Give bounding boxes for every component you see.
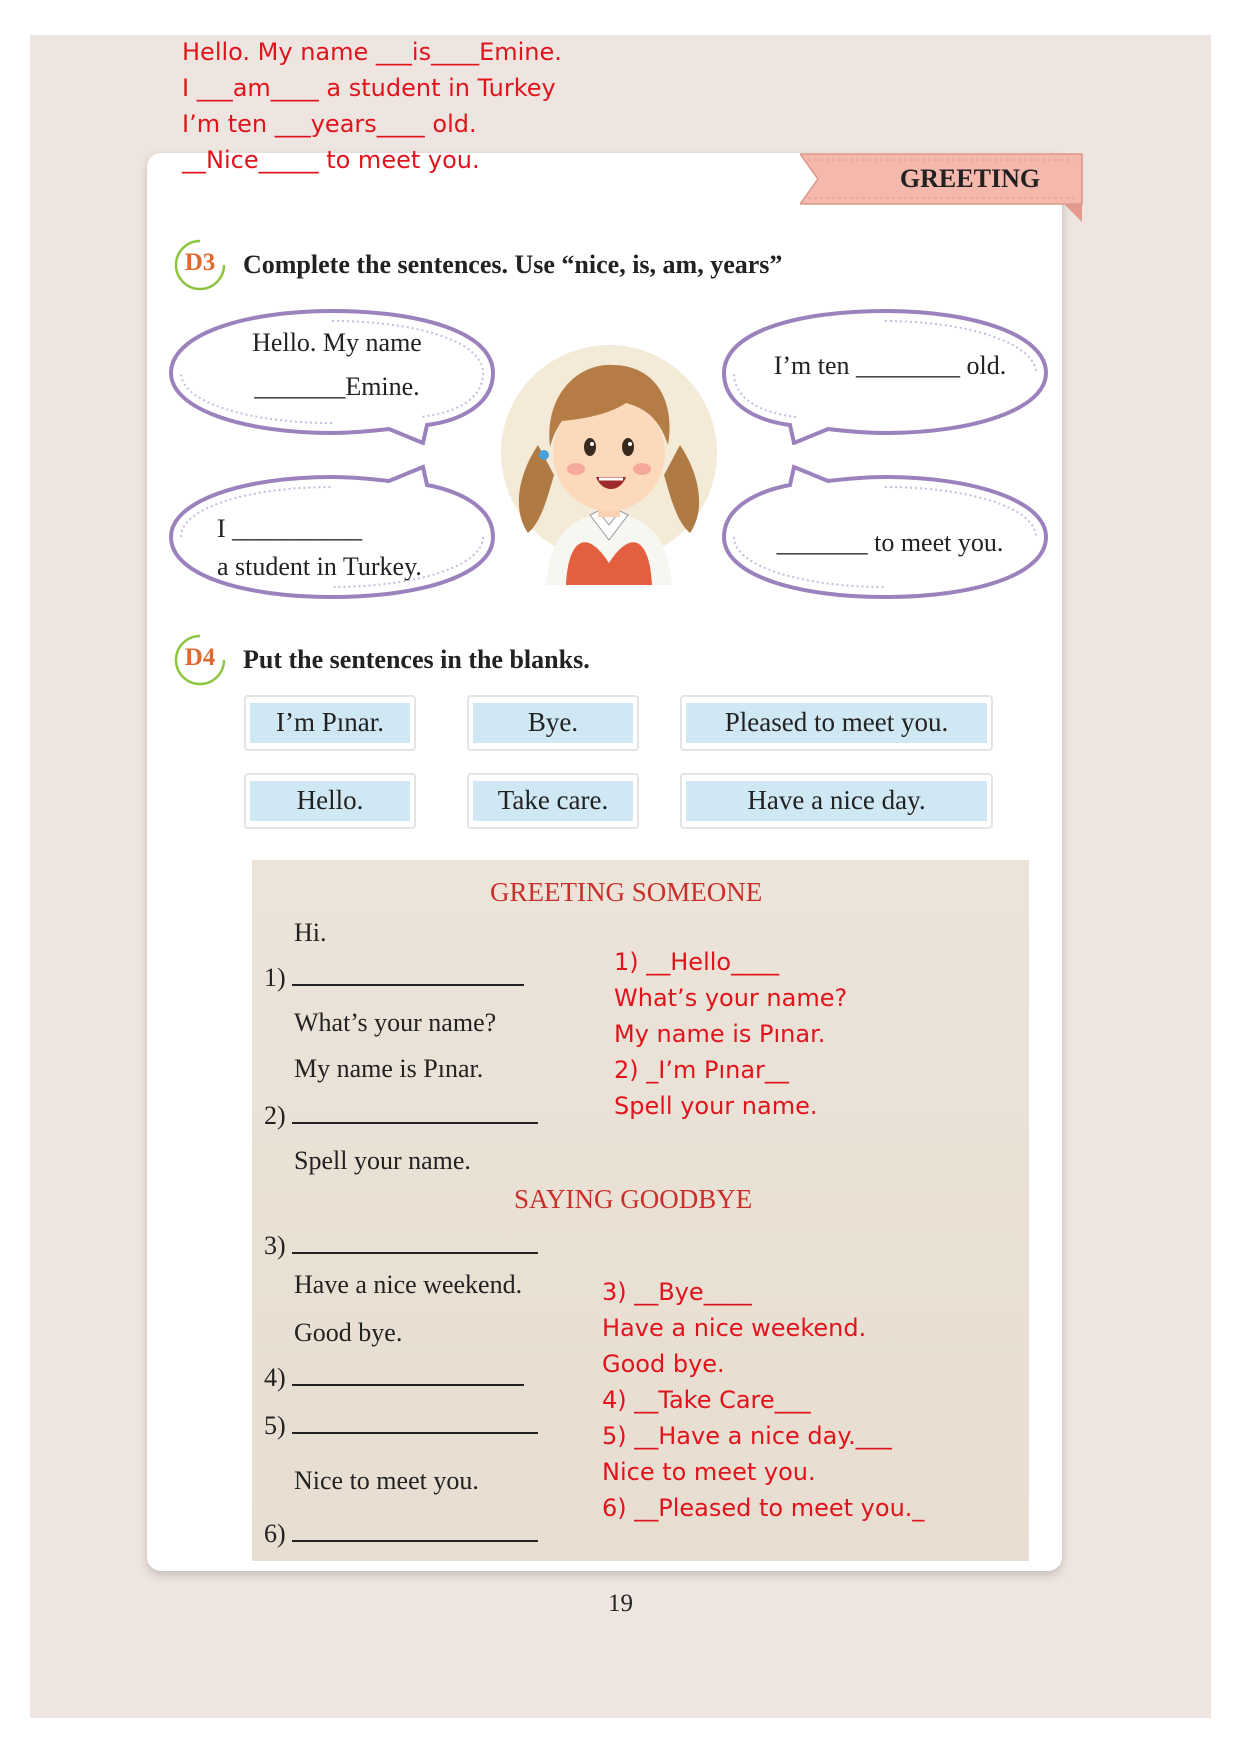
- speech-bubble-3: [167, 463, 497, 603]
- answer-line: 4) __Take Care___: [602, 1386, 811, 1414]
- dialog-line: Spell your name.: [294, 1146, 471, 1175]
- answer-line: 3) __Bye____: [602, 1278, 752, 1306]
- d3-instruction: Complete the sentences. Use “nice, is, am, years”: [243, 250, 783, 279]
- option-chip: [680, 773, 993, 829]
- line-number: 1): [264, 963, 286, 992]
- answer-line: Have a nice weekend.: [602, 1314, 867, 1342]
- page-number: 19: [608, 1590, 633, 1617]
- line-number: 3): [264, 1231, 286, 1260]
- answer-blank[interactable]: [292, 1362, 524, 1386]
- line-number: 5): [264, 1411, 286, 1440]
- answer-line: My name is Pınar.: [614, 1020, 826, 1048]
- option-label: Pleased to meet you.: [724, 707, 949, 737]
- bubble-text: _______Emine.: [254, 372, 420, 401]
- answer-line: 5) __Have a nice day.___: [602, 1422, 892, 1450]
- dialog-line: [264, 1518, 538, 1549]
- answer-line: 1) __Hello____: [614, 948, 780, 976]
- option-label: Have a nice day.: [747, 785, 926, 815]
- answer-line: 2) _I’m Pınar__: [614, 1056, 789, 1084]
- answer-line: 6) __Pleased to meet you._: [602, 1494, 925, 1522]
- bubble-text: Hello. My name: [252, 328, 422, 357]
- answer-line: Spell your name.: [614, 1092, 818, 1120]
- option-label: Bye.: [527, 707, 579, 737]
- line-number: 6): [264, 1519, 286, 1548]
- top-answer-line: I ___am____ a student in Turkey: [182, 74, 556, 102]
- option-label: Hello.: [296, 785, 364, 815]
- answer-blank[interactable]: [292, 1410, 538, 1434]
- dialog-line: [264, 1230, 538, 1261]
- speech-bubble-4: [720, 463, 1050, 603]
- answer-blank[interactable]: [292, 962, 524, 986]
- top-answer-line: I’m ten ___years____ old.: [182, 110, 477, 138]
- handwritten-answers-goodbye: [602, 1274, 924, 1526]
- speech-bubble-2: [720, 305, 1050, 445]
- dialog-line: [264, 962, 524, 993]
- option-chip: [244, 695, 416, 751]
- dialog-line: [264, 1100, 538, 1131]
- option-chip: [244, 773, 416, 829]
- dialog-line: What’s your name?: [294, 1008, 497, 1037]
- badge-label: D3: [184, 249, 216, 276]
- badge-label: D4: [184, 644, 216, 671]
- dialog-line: Have a nice weekend.: [294, 1270, 523, 1299]
- option-label: I’m Pınar.: [276, 707, 384, 737]
- top-answers: [182, 34, 562, 178]
- dialog-line: [264, 1362, 524, 1393]
- answer-blank[interactable]: [292, 1100, 538, 1124]
- line-number: 2): [264, 1101, 286, 1130]
- bubble-text: a student in Turkey.: [217, 552, 422, 581]
- exercise-badge-d4: [173, 633, 227, 687]
- speech-bubble-1: [167, 305, 497, 445]
- dialog-line: [264, 1410, 538, 1441]
- option-label: Take care.: [497, 785, 609, 815]
- heading-saying-goodbye: SAYING GOODBYE: [514, 1184, 753, 1214]
- answer-blank[interactable]: [292, 1518, 538, 1542]
- option-chip: [680, 695, 993, 751]
- bubble-text: I __________: [217, 514, 363, 543]
- d4-instruction: Put the sentences in the blanks.: [243, 645, 590, 674]
- girl-illustration: [498, 335, 720, 585]
- heading-greeting-someone: GREETING SOMEONE: [490, 877, 763, 907]
- answer-line: What’s your name?: [614, 984, 848, 1012]
- top-answer-line: Hello. My name ___is____Emine.: [182, 38, 562, 66]
- dialog-line: Hi.: [294, 918, 327, 947]
- dialog-line: Good bye.: [294, 1318, 403, 1347]
- line-number: 4): [264, 1363, 286, 1392]
- top-answer-line: __Nice_____ to meet you.: [182, 146, 480, 174]
- dialog-line: Nice to meet you.: [294, 1466, 479, 1495]
- dialog-line: My name is Pınar.: [294, 1054, 484, 1083]
- answer-blank[interactable]: [292, 1230, 538, 1254]
- bubble-text: I’m ten ________ old.: [773, 351, 1007, 380]
- handwritten-answers-greeting: [614, 944, 847, 1124]
- answer-line: Nice to meet you.: [602, 1458, 816, 1486]
- bubble-text: _______ to meet you.: [776, 528, 1004, 557]
- section-title: GREETING: [899, 164, 1041, 193]
- option-chip: [467, 695, 639, 751]
- answer-line: Good bye.: [602, 1350, 725, 1378]
- option-chip: [467, 773, 639, 829]
- exercise-badge-d3: [173, 238, 227, 292]
- section-ribbon: [800, 152, 1085, 208]
